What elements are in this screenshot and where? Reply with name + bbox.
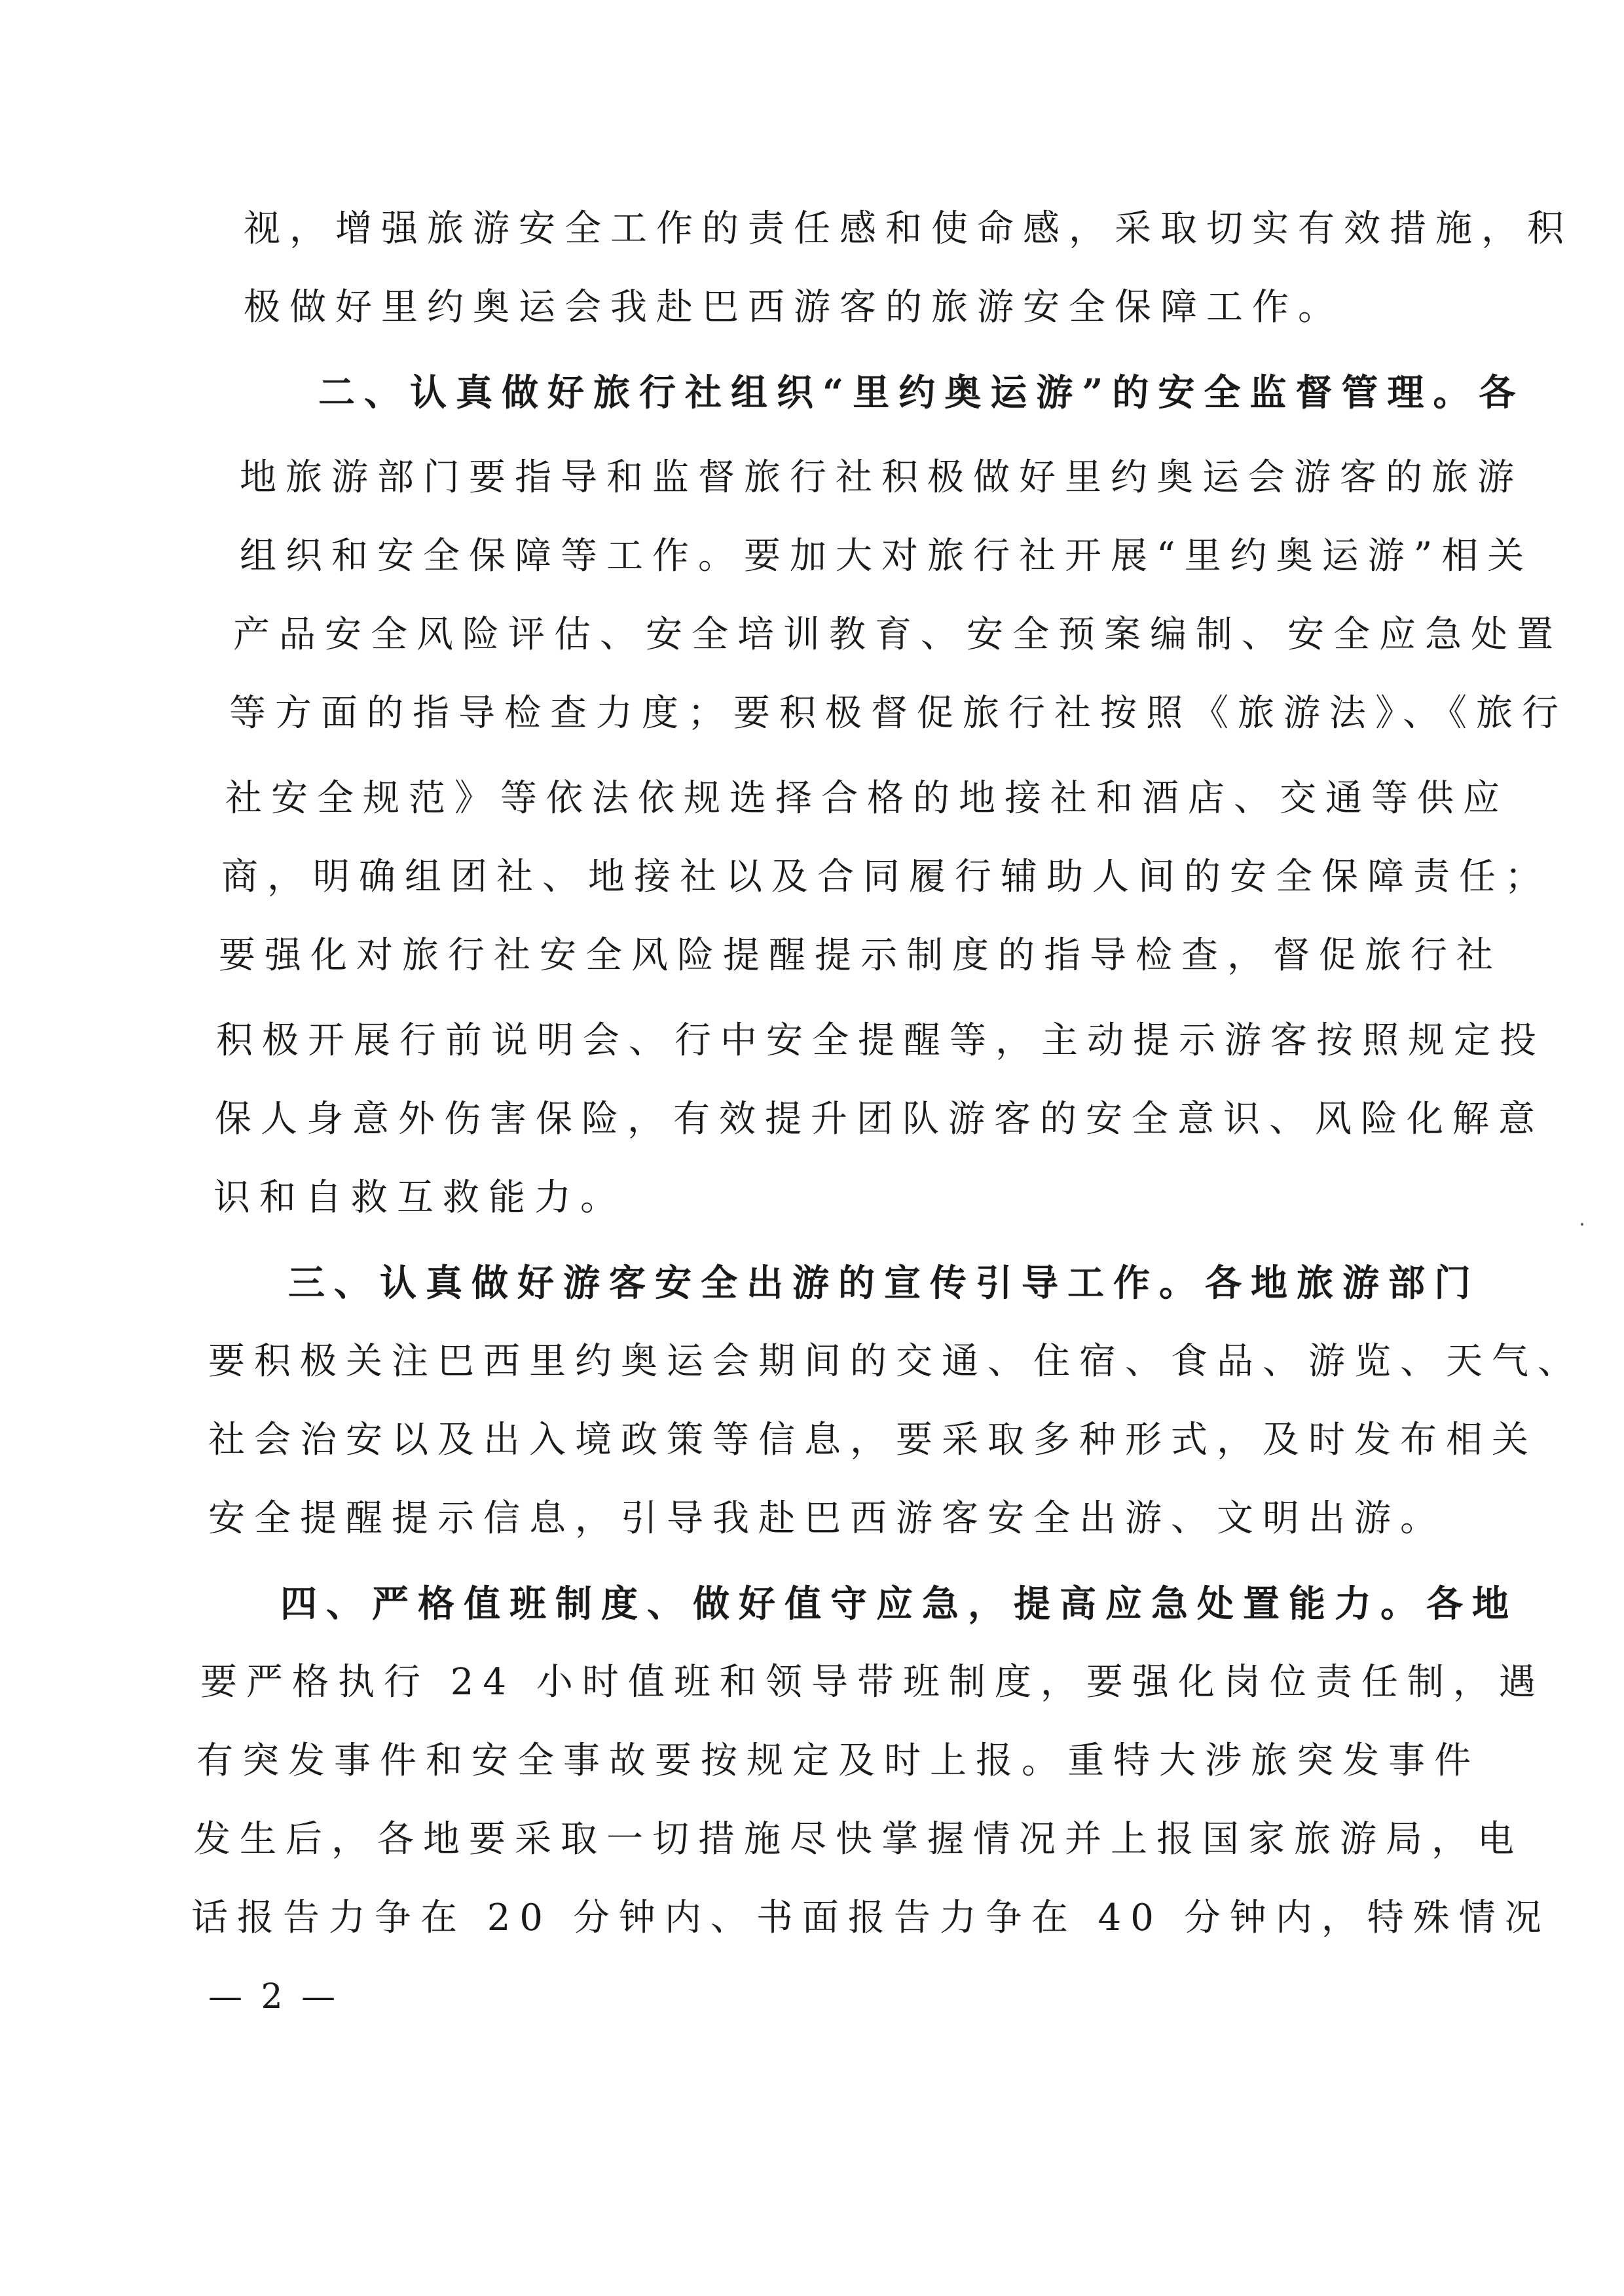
body-line-11: 积极开展行前说明会、行中安全提醒等，主动提示游客按照规定投 [216,1019,1545,1062]
body-line-22: 话报告力争在 20 分钟内、书面报告力争在 40 分钟内，特殊情况 [191,1897,1551,1939]
body-line-4: 地旅游部门要指导和监督旅行社积极做好里约奥运会游客的旅游 [240,456,1523,499]
body-line-20: 有突发事件和安全事故要按规定及时上报。重特大涉旅突发事件 [196,1740,1480,1782]
body-line-6: 产品安全风险评估、安全培训教育、安全预案编制、安全应急处置 [233,613,1562,656]
body-line-16: 社会治安以及出入境政策等信息，要采取多种形式，及时发布相关 [208,1419,1538,1461]
section-4-heading-line: 四、严格值班制度、做好值守应急，提高应急处置能力。各地 [280,1582,1518,1626]
body-line-8: 社安全规范》等依法依规选择合格的地接社和酒店、交通等供应 [225,777,1509,820]
section-2-heading-line: 二、认真做好旅行社组织“里约奥运游”的安全监督管理。各 [318,371,1525,414]
body-line-9: 商，明确组团社、地接社以及合同履行辅助人间的安全保障责任； [221,856,1551,898]
body-line-7: 等方面的指导检查力度；要积极督促旅行社按照《旅游法》、《旅行 [229,692,1568,735]
body-line-12: 保人身意外伤害保险，有效提升团队游客的安全意识、风险化解意 [215,1098,1544,1140]
section-3-heading-line: 三、认真做好游客安全出游的宣传引导工作。各地旅游部门 [288,1262,1480,1305]
body-line-1: 视，增强旅游安全工作的责任感和使命感，采取切实有效措施，积 [244,208,1573,250]
body-line-2: 极做好里约奥运会我赴巴西游客的旅游安全保障工作。 [244,286,1344,329]
body-line-13: 识和自救互救能力。 [213,1176,626,1219]
scan-speck [1581,1223,1583,1226]
body-line-15: 要积极关注巴西里约奥运会期间的交通、住宿、食品、游览、天气、 [208,1340,1583,1383]
body-line-17: 安全提醒提示信息，引导我赴巴西游客安全出游、文明出游。 [208,1497,1446,1540]
body-line-19: 要严格执行 24 小时值班和领导带班制度，要强化岗位责任制，遇 [200,1661,1545,1704]
page-number: — 2 — [208,1977,340,2016]
body-line-21: 发生后，各地要采取一切措施尽快掌握情况并上报国家旅游局，电 [194,1818,1523,1861]
body-line-10: 要强化对旅行社安全风险提醒提示制度的指导检查，督促旅行社 [219,934,1502,977]
body-line-5: 组织和安全保障等工作。要加大对旅行社开展“里约奥运游”相关 [240,535,1534,577]
